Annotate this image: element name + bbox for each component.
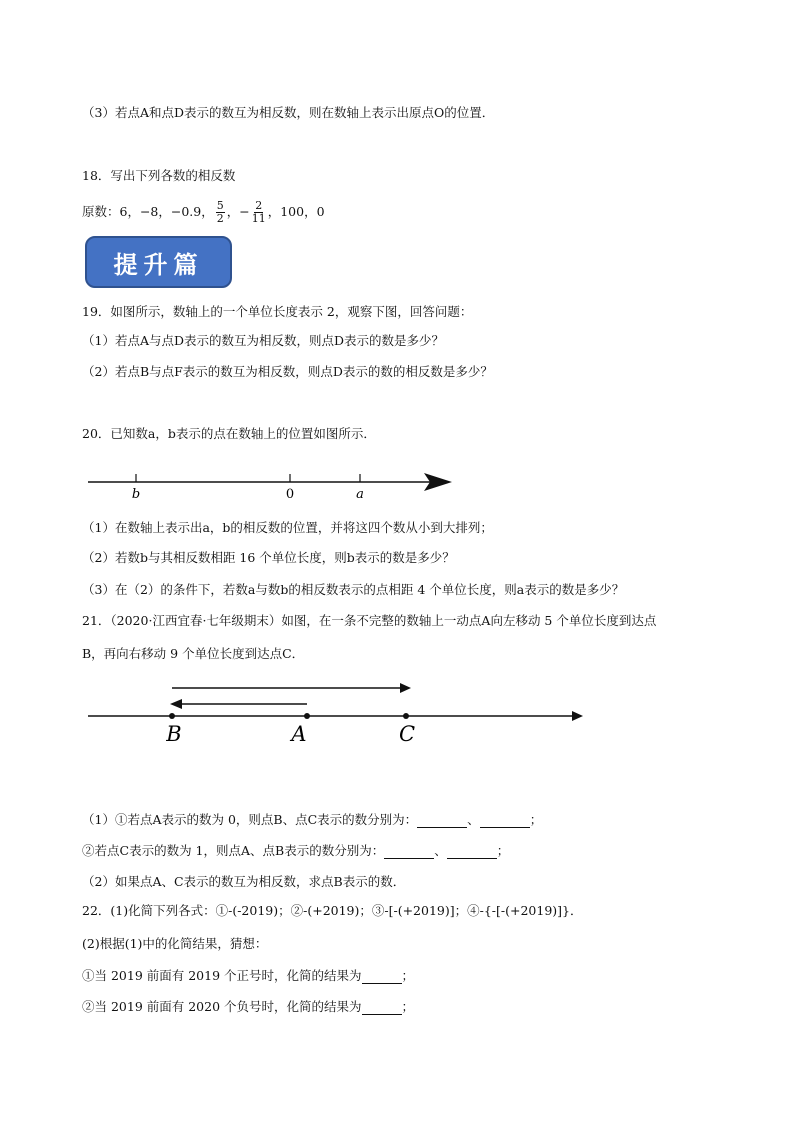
q22-line1: 22．(1)化简下列各式：①-(-2019)；②-(+2019)；③-[-(+2019)]；④-{-[-(+2019)]}． xyxy=(82,903,583,918)
q21-part1b xyxy=(82,843,509,859)
separator: 、 xyxy=(434,843,447,858)
answer-blank[interactable] xyxy=(362,1000,402,1015)
q21-line1: 21．（2020·江西宜春·七年级期末）如图，在一条不完整的数轴上一动点A向左移动 5 个单位长度到达点 xyxy=(82,613,657,628)
q21-point-a xyxy=(304,713,310,719)
q19-part2: （2）若点B与点F表示的数互为相反数，则点D表示的数的相反数是多少？ xyxy=(82,364,493,379)
q21-part2: （2）如果点A、C表示的数互为相反数，求点B表示的数． xyxy=(82,874,406,889)
q22-line4 xyxy=(82,999,414,1015)
line-end: ； xyxy=(401,999,415,1014)
q21-point-b xyxy=(169,713,175,719)
q21-p1a-text: （1）①若点A表示的数为 0，则点B、点C表示的数分别为： xyxy=(82,812,418,827)
answer-blank[interactable] xyxy=(447,844,497,859)
q20-part3: （3）在（2）的条件下，若数a与数b的相反数表示的点相距 4 个单位长度，则a表示的数是多少？ xyxy=(82,582,625,597)
q20-label-a: a xyxy=(356,487,364,502)
q18-suffix: ，100，0 xyxy=(267,204,325,219)
frac1-denominator: 2 xyxy=(216,212,224,225)
q21-label-c: C xyxy=(398,722,416,746)
frac2-numerator: 2 xyxy=(255,199,263,212)
q21-point-c xyxy=(403,713,409,719)
q20-title: 20．已知数a，b表示的点在数轴上的位置如图所示． xyxy=(82,426,376,441)
q20-label-b: b xyxy=(131,487,141,502)
q21-axis-arrow xyxy=(572,711,583,721)
q20-label-zero: 0 xyxy=(285,487,295,502)
q19-title: 19．如图所示，数轴上的一个单位长度表示 2，观察下图，回答问题： xyxy=(82,304,473,319)
answer-blank[interactable] xyxy=(384,844,434,859)
q18-neg: ，− xyxy=(226,204,250,219)
answer-blank[interactable] xyxy=(480,813,530,828)
q22-line3-text: ①当 2019 前面有 2019 个正号时，化简的结果为 xyxy=(82,968,362,983)
q21-left-arrowhead xyxy=(170,699,182,709)
q20-part2: （2）若数b与其相反数相距 16 个单位长度，则b表示的数是多少？ xyxy=(82,550,455,565)
separator: 、 xyxy=(467,812,480,827)
q19-part1: （1）若点A与点D表示的数互为相反数，则点D表示的数是多少？ xyxy=(82,333,445,348)
q21-part1a xyxy=(82,812,542,828)
q21-p1b-text: ②若点C表示的数为 1，则点A、点B表示的数分别为： xyxy=(82,843,385,858)
q21-label-a: A xyxy=(291,722,307,746)
q21-label-b: B xyxy=(166,722,182,746)
q18-prefix: 原数：6，−8，−0.9， xyxy=(82,204,214,219)
q22-line4-text: ②当 2019 前面有 2020 个负号时，化简的结果为 xyxy=(82,999,362,1014)
answer-blank[interactable] xyxy=(362,969,402,984)
line-end: ； xyxy=(401,968,415,983)
banner-label: 提升篇 xyxy=(113,250,204,279)
q22-line3 xyxy=(82,968,414,984)
q17-part3: （3）若点A和点D表示的数互为相反数，则在数轴上表示出原点O的位置． xyxy=(82,105,495,120)
q21-right-arrowhead xyxy=(400,683,411,693)
q22-line2: (2)根据(1)中的化简结果，猜想： xyxy=(82,936,268,951)
q20-part1: （1）在数轴上表示出a，b的相反数的位置，并将这四个数从小到大排列； xyxy=(82,520,493,535)
frac1-numerator: 5 xyxy=(216,199,224,212)
frac2-denominator: 11 xyxy=(251,212,266,225)
answer-blank[interactable] xyxy=(417,813,467,828)
q20-number-line xyxy=(88,473,452,502)
q21-line2: B，再向右移动 9 个单位长度到达点C． xyxy=(82,646,305,661)
q18-title: 18．写出下列各数的相反数 xyxy=(82,168,236,183)
line-end: ； xyxy=(496,843,510,858)
q21-number-line xyxy=(88,683,583,746)
line-end: ； xyxy=(529,812,543,827)
